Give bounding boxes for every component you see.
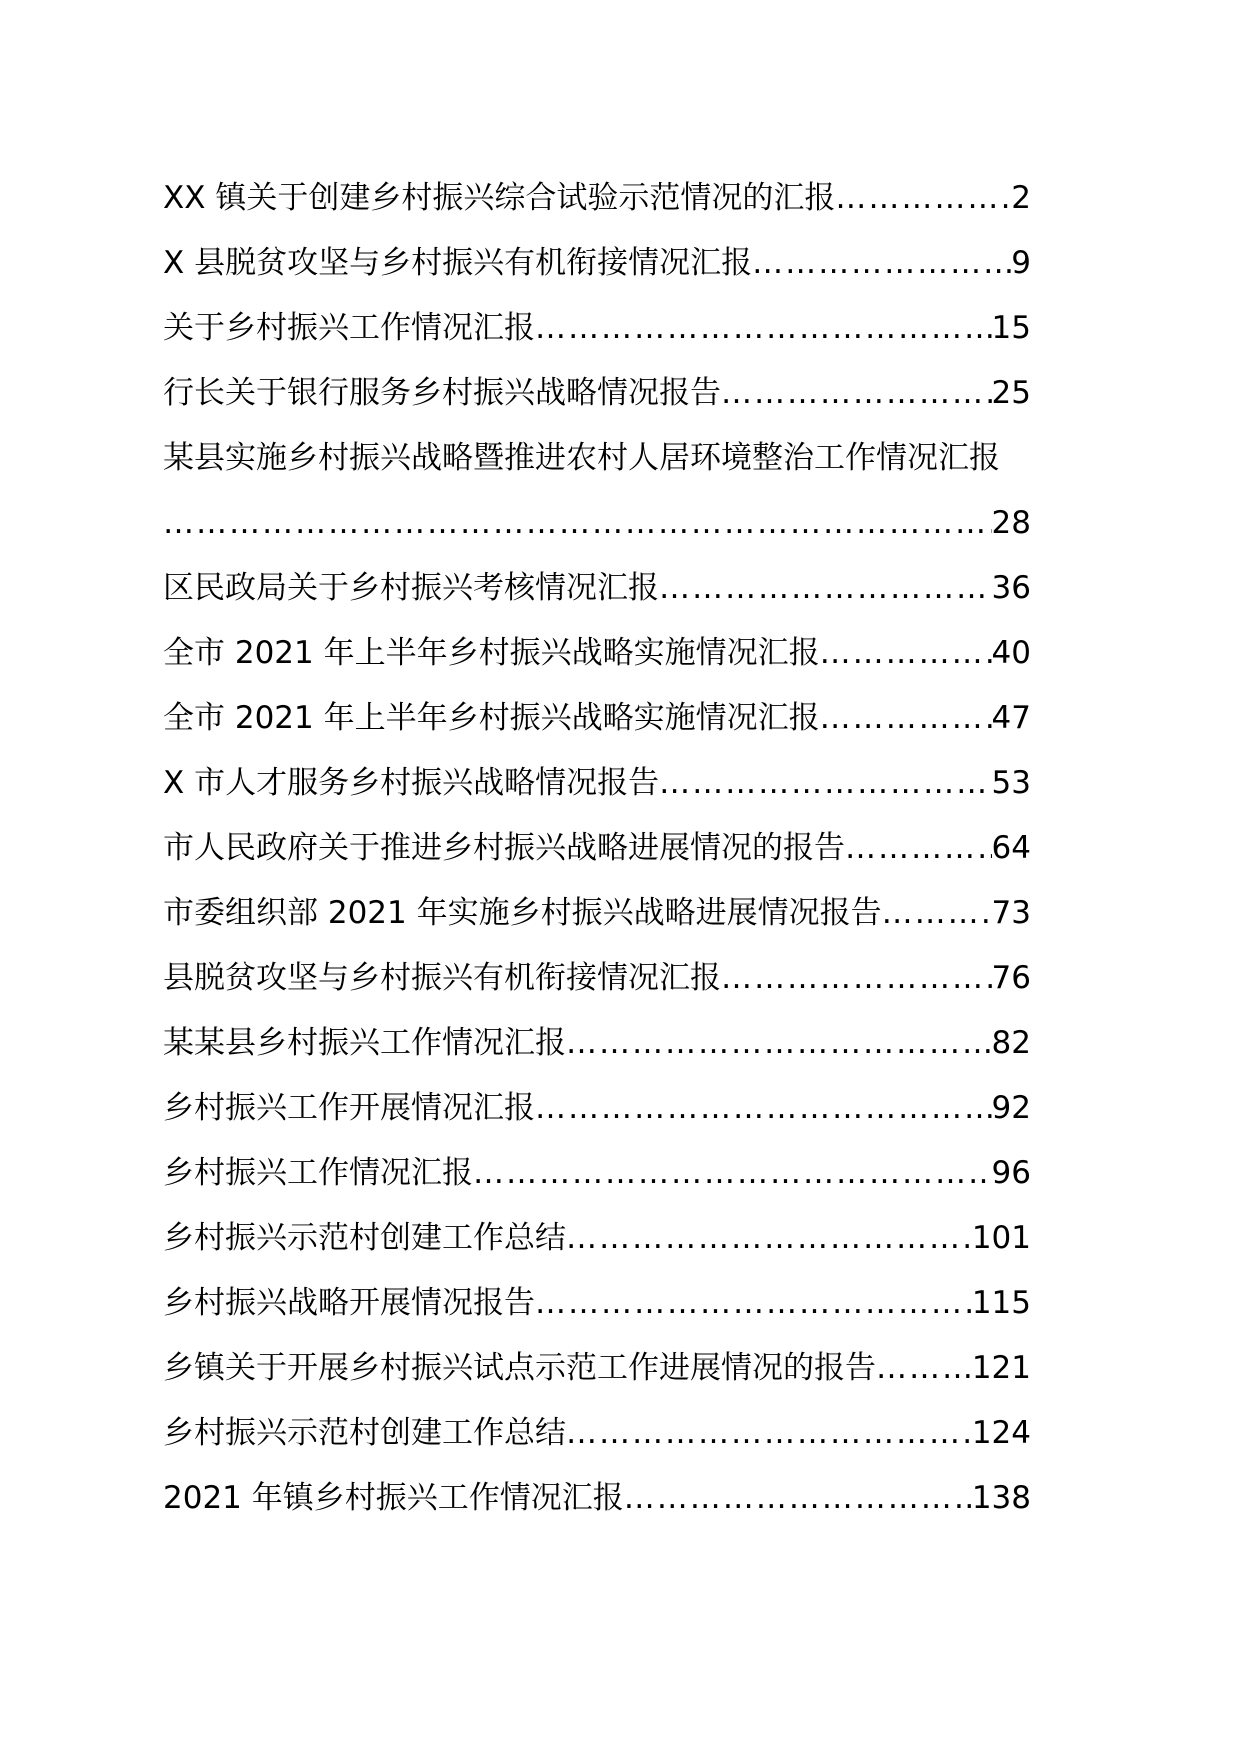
table-of-contents: [163, 166, 1031, 1531]
toc-entry[interactable]: [163, 751, 1031, 816]
toc-entry-title[interactable]: 乡村振兴战略开展情况报告: [163, 1285, 535, 1321]
toc-entry-title[interactable]: 乡村振兴示范村创建工作总结: [163, 1415, 566, 1451]
toc-entry-title[interactable]: 乡村振兴工作情况汇报: [163, 1155, 473, 1191]
toc-leader-dots: [876, 1336, 972, 1401]
toc-leader-dots: [535, 1271, 972, 1336]
toc-entry-page: 121: [971, 1350, 1031, 1386]
toc-entry[interactable]: [163, 1401, 1031, 1466]
toc-entry[interactable]: [163, 881, 1031, 946]
toc-entry-page: 92: [991, 1090, 1031, 1126]
toc-entry-title[interactable]: 市委组织部 2021 年实施乡村振兴战略进展情况报告: [163, 895, 882, 931]
toc-leader-dots: [752, 231, 1011, 296]
toc-entry-page: 47: [991, 700, 1031, 736]
toc-entry-wrapped[interactable]: [163, 426, 1031, 556]
toc-entry-page: 28: [991, 505, 1031, 541]
toc-entry-title[interactable]: 全市 2021 年上半年乡村振兴战略实施情况汇报: [163, 635, 820, 671]
toc-entry[interactable]: [163, 296, 1031, 361]
toc-entry-title[interactable]: 全市 2021 年上半年乡村振兴战略实施情况汇报: [163, 700, 820, 736]
toc-entry[interactable]: [163, 231, 1031, 296]
toc-entry-title[interactable]: 2021 年镇乡村振兴工作情况汇报: [163, 1480, 624, 1516]
toc-entry-page: 40: [991, 635, 1031, 671]
toc-leader-dots: [659, 556, 992, 621]
toc-entry-title[interactable]: 区民政局关于乡村振兴考核情况汇报: [163, 570, 659, 606]
toc-entry-title[interactable]: 县脱贫攻坚与乡村振兴有机衔接情况汇报: [163, 960, 721, 996]
toc-entry[interactable]: [163, 1141, 1031, 1206]
toc-entry-title[interactable]: 乡镇关于开展乡村振兴试点示范工作进展情况的报告: [163, 1350, 876, 1386]
toc-entry-page: 124: [971, 1415, 1031, 1451]
toc-entry-title[interactable]: 关于乡村振兴工作情况汇报: [163, 310, 535, 346]
toc-entry-page: 96: [991, 1155, 1031, 1191]
toc-leader-dots: [820, 686, 992, 751]
toc-entry-page: 76: [991, 960, 1031, 996]
toc-leader-dots: [835, 166, 1011, 231]
toc-entry[interactable]: [163, 1076, 1031, 1141]
toc-leader-dots: [163, 491, 992, 556]
toc-entry[interactable]: [163, 621, 1031, 686]
toc-entry-page: 138: [971, 1480, 1031, 1516]
toc-entry[interactable]: [163, 166, 1031, 231]
toc-entry-title[interactable]: X 县脱贫攻坚与乡村振兴有机衔接情况汇报: [163, 245, 753, 281]
toc-entry[interactable]: [163, 556, 1031, 621]
toc-leader-dots: [721, 946, 992, 1011]
toc-entry[interactable]: [163, 1336, 1031, 1401]
toc-entry-title[interactable]: XX 镇关于创建乡村振兴综合试验示范情况的汇报: [163, 180, 836, 216]
toc-entry-title[interactable]: 乡村振兴示范村创建工作总结: [163, 1220, 566, 1256]
toc-entry[interactable]: [163, 1011, 1031, 1076]
toc-entry-continuation: [163, 491, 1031, 556]
toc-entry-page: 2: [1011, 180, 1031, 216]
toc-entry[interactable]: [163, 816, 1031, 881]
toc-entry-title[interactable]: 行长关于银行服务乡村振兴战略情况报告: [163, 375, 721, 411]
toc-leader-dots: [566, 1206, 972, 1271]
toc-entry-page: 115: [971, 1285, 1031, 1321]
toc-entry-title[interactable]: 乡村振兴工作开展情况汇报: [163, 1090, 535, 1126]
toc-entry-page: 53: [991, 765, 1031, 801]
toc-entry-title[interactable]: 某县实施乡村振兴战略暨推进农村人居环境整治工作情况汇报: [163, 440, 1000, 476]
toc-leader-dots: [566, 1011, 992, 1076]
toc-entry[interactable]: [163, 946, 1031, 1011]
toc-entry[interactable]: [163, 1206, 1031, 1271]
toc-leader-dots: [473, 1141, 992, 1206]
toc-entry-page: 25: [991, 375, 1031, 411]
toc-leader-dots: [845, 816, 992, 881]
toc-entry-title[interactable]: 某某县乡村振兴工作情况汇报: [163, 1025, 566, 1061]
toc-leader-dots: [721, 361, 992, 426]
toc-entry-page: 82: [991, 1025, 1031, 1061]
toc-leader-dots: [882, 881, 992, 946]
toc-entry-page: 36: [991, 570, 1031, 606]
toc-entry-page: 15: [991, 310, 1031, 346]
toc-leader-dots: [820, 621, 992, 686]
toc-entry[interactable]: [163, 361, 1031, 426]
toc-leader-dots: [535, 1076, 992, 1141]
toc-leader-dots: [659, 751, 991, 816]
toc-entry-page: 9: [1011, 245, 1031, 281]
toc-leader-dots: [624, 1466, 972, 1531]
toc-entry[interactable]: [163, 686, 1031, 751]
toc-entry-page: 73: [991, 895, 1031, 931]
toc-entry-page: 101: [971, 1220, 1031, 1256]
toc-entry-title[interactable]: X 市人才服务乡村振兴战略情况报告: [163, 765, 660, 801]
toc-entry-title[interactable]: 市人民政府关于推进乡村振兴战略进展情况的报告: [163, 830, 845, 866]
toc-entry[interactable]: [163, 1466, 1031, 1531]
toc-leader-dots: [566, 1401, 972, 1466]
toc-entry[interactable]: [163, 1271, 1031, 1336]
toc-leader-dots: [535, 296, 992, 361]
toc-entry-page: 64: [991, 830, 1031, 866]
